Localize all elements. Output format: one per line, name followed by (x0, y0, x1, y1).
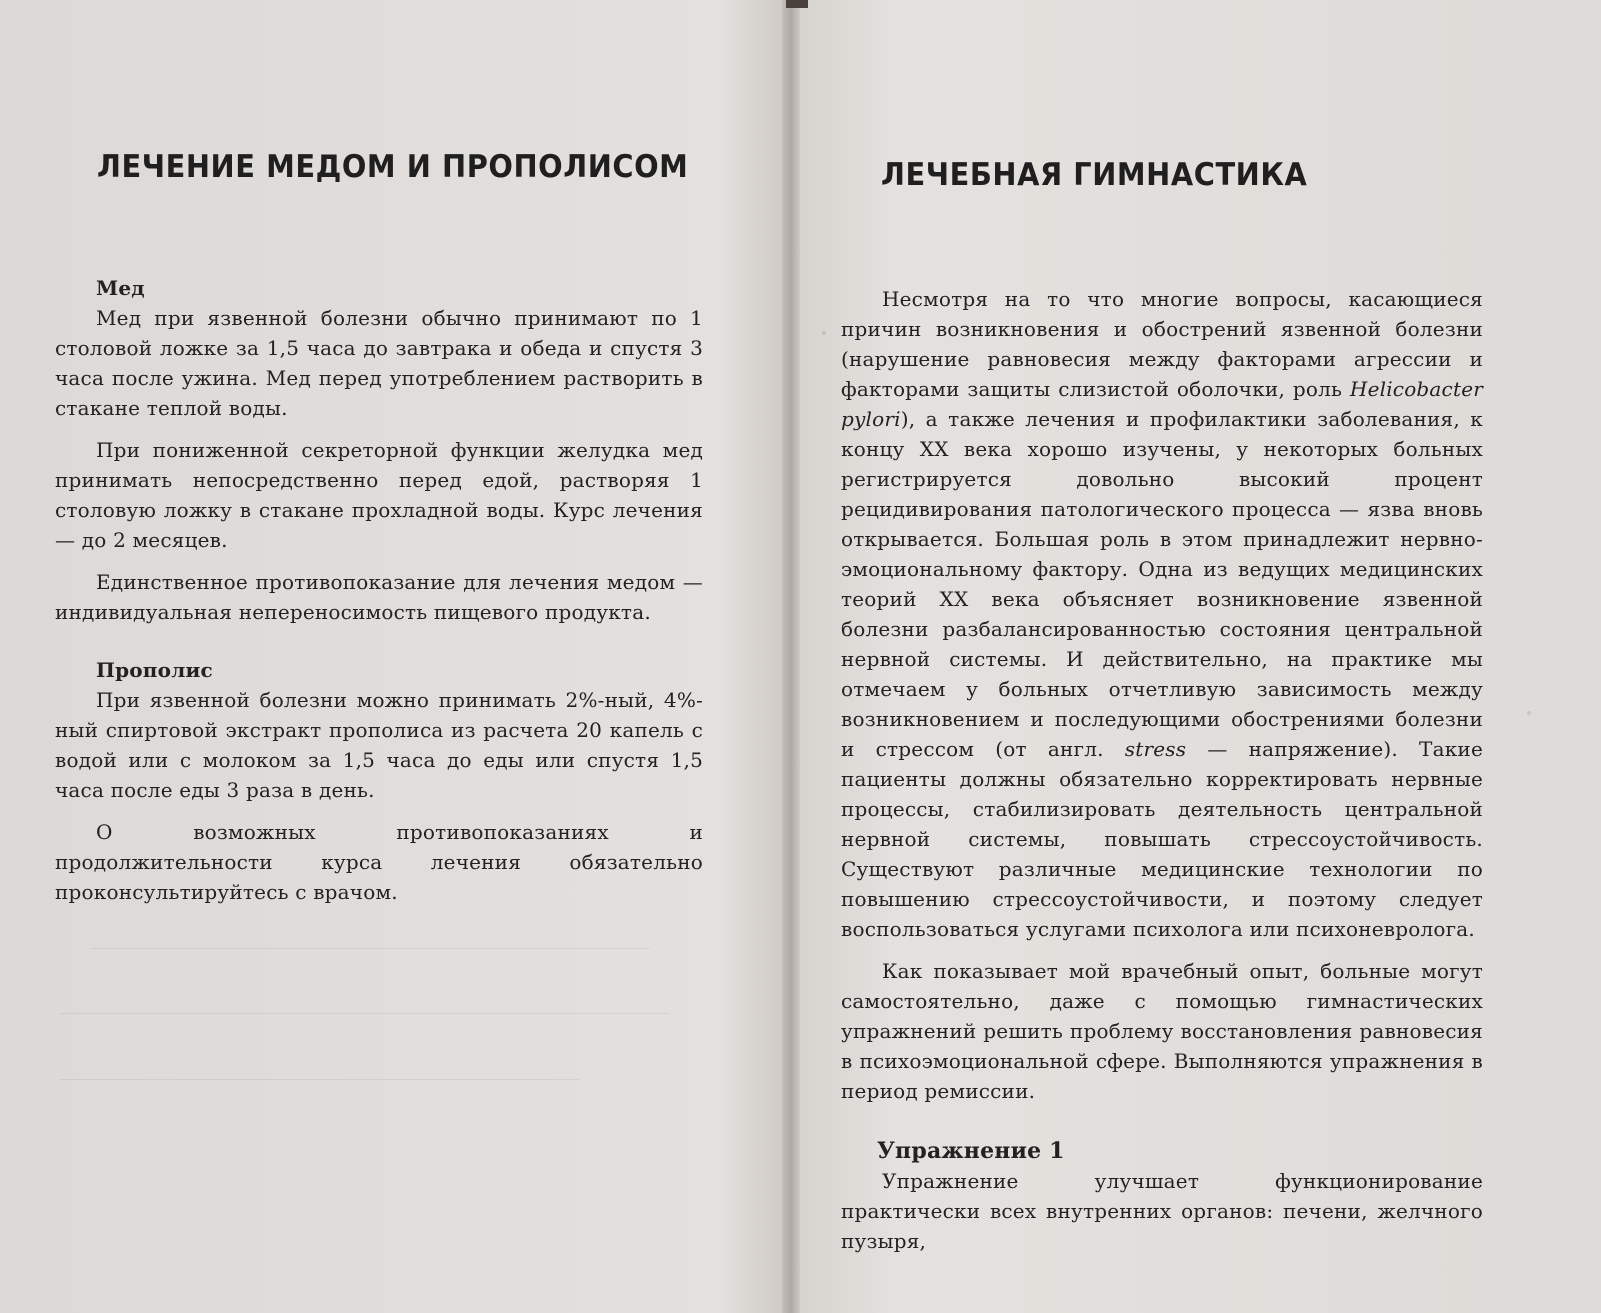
exercise-heading: Упражнение 1 (877, 1138, 1065, 1164)
right-page (800, 0, 1601, 1313)
exercise-paragraph: Упражнение улучшает функционирование практически всех внутренних органов: печени, желчного пузыря, (841, 1169, 1483, 1253)
gymnastics-paragraph-1 (841, 284, 1483, 944)
italic-term: stress (1124, 737, 1187, 761)
right-page-title: ЛЕЧЕБНАЯ ГИМНАСТИКА (881, 157, 1308, 193)
left-page-title: ЛЕЧЕНИЕ МЕДОМ И ПРОПОЛИСОМ (97, 149, 689, 185)
honey-heading: Мед (96, 276, 145, 300)
paragraph-text: Несмотря на то что многие вопросы, касающиеся причин возникновения и обострений язвенной болезни (нарушение равновесия между факторами агрессии и факторами защиты слизистой оболочки, роль (841, 287, 1483, 401)
honey-paragraph-2: При пониженной секреторной функции желудка мед принимать непосредственно перед едой, растворяя 1 столовую ложку в стакане прохладной воды. Курс лечения — до 2 месяцев. (55, 438, 703, 552)
left-page-content (55, 273, 703, 919)
book-spine (782, 0, 800, 1313)
right-page-content (841, 284, 1483, 1268)
honey-paragraph-1: Мед при язвенной болезни обычно принимают по 1 столовой ложке за 1,5 часа до завтрака и обеда и спустя 3 часа после ужина. Мед перед употреблением растворить в стакане теплой воды. (55, 306, 703, 420)
bleed-through-line (60, 1079, 580, 1080)
page-smudge (822, 331, 826, 335)
propolis-heading: Прополис (96, 658, 213, 682)
page-smudge (1527, 711, 1531, 715)
left-page (0, 0, 782, 1313)
bleed-through-line (90, 948, 650, 949)
paragraph-text: ), а также лечения и профилактики заболевания, к концу XX века хорошо изучены, у некоторых больных регистрируется довольно высокий процент рецидивирования патологического процесса — язва вновь открывается. Большая роль в этом принадлежит нервно-эмоциональному фактору. Одна из ведущих медицинских теорий XX века объясняет возникновение язвенной болезни разбалансированностью состояния центральной нервной системы. И действительно, на практике мы отмечаем у больных отчетливую зависимость между возникновением и последующими обострениями болезни и стрессом (от англ. (841, 407, 1483, 761)
italic-term: Helicobacter pylori (841, 377, 1483, 431)
propolis-paragraph-2: О возможных противопоказаниях и продолжительности курса лечения обязательно проконсультируйтесь с врачом. (55, 820, 703, 904)
paragraph-text: — напряжение). Такие пациенты должны обязательно корректировать нервные процессы, стабилизировать деятельность центральной нервной системы, повышать стрессоустойчивость. Существуют различные медицинские технологии по повышению стрессоустойчивости, и поэтому следует воспользоваться услугами психолога или психоневролога. (841, 737, 1483, 941)
propolis-paragraph-1: При язвенной болезни можно принимать 2%-ный, 4%-ный спиртовой экстракт прополиса из расчета 20 капель с водой или с молоком за 1,5 часа до еды или спустя 1,5 часа после еды 3 раза в день. (55, 688, 703, 802)
gymnastics-paragraph-2: Как показывает мой врачебный опыт, больные могут самостоятельно, даже с помощью гимнастических упражнений решить проблему восстановления равновесия в психоэмоциональной сфере. Выполняются упражнения в период ремиссии. (841, 959, 1483, 1103)
bleed-through-line (60, 1013, 670, 1014)
honey-paragraph-3: Единственное противопоказание для лечения медом — индивидуальная непереносимость пищевого продукта. (55, 570, 703, 624)
